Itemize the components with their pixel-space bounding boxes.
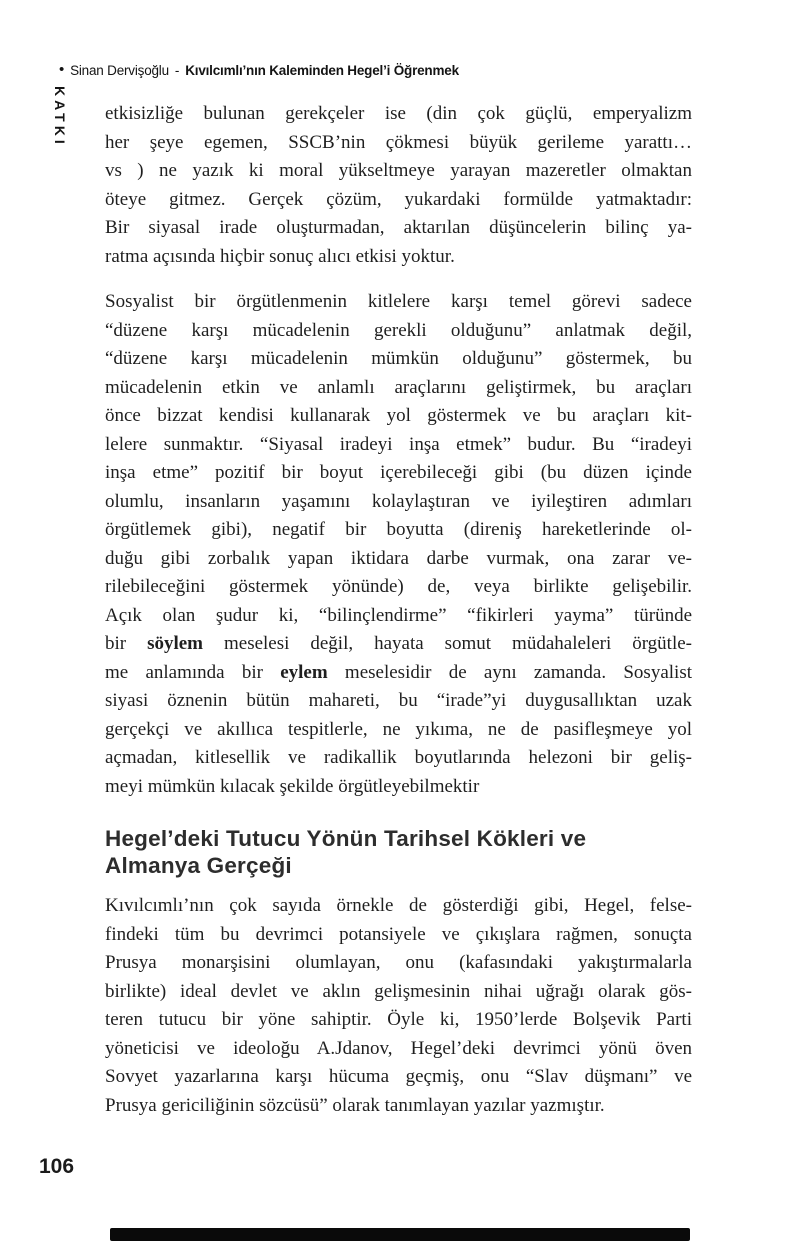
text-line: örgütlemek gibi), negatif bir boyutta (direniş hareketlerinde ol- xyxy=(105,519,692,540)
text-line: rilebileceğini göstermek yönünde) de, veya birlikte gelişebilir. xyxy=(105,576,692,597)
text-line: Prusya monarşisini olumlayan, onu (kafasındaki yakıştırmalarla xyxy=(105,952,692,973)
text-line: mücadelenin etkin ve anlamlı araçlarını geliştirmek, bu araçları xyxy=(105,376,692,398)
text-line: ratma açısında hiçbir sonuç alıcı etkisi yoktur. xyxy=(105,245,455,267)
text-line: etkisizliğe bulunan gerekçeler ise (din çok güçlü, emperyalizm xyxy=(105,103,692,124)
text-line: önce bizzat kendisi kullanarak yol göstermek ve bu araçları kit- xyxy=(105,405,692,426)
paragraph xyxy=(105,100,692,271)
text-line: siyasi öznenin bütün mahareti, bu “irade”yi duygusallıktan uzak xyxy=(105,690,692,711)
text-line: “düzene karşı mücadelenin gerekli olduğunu” anlatmak değil, xyxy=(105,319,692,341)
header-author: Sinan Dervişoğlu xyxy=(70,63,169,78)
running-header xyxy=(59,63,459,78)
text-line: açmadan, kitlesellik ve radikallik boyutlarında helezoni bir geliş- xyxy=(105,747,692,768)
text-line: Açık olan şudur ki, “bilinçlendirme” “fikirleri yayma” türünde xyxy=(105,604,692,626)
paragraph xyxy=(105,892,692,1120)
text-line: olumlu, insanların yaşamını kolaylaştıran ve iyileştiren adımları xyxy=(105,490,692,512)
text-line: duğu gibi zorbalık yapan iktidara darbe vurmak, ona zarar ve- xyxy=(105,547,692,569)
section-heading xyxy=(105,825,692,879)
text-line: teren tutucu bir yöne sahiptir. Öyle ki, 1950’lerde Bolşevik Parti xyxy=(105,1009,692,1030)
text-line: birlikte) ideal devlet ve aklın gelişmesinin nihai uğrağı olarak gös- xyxy=(105,980,692,1002)
text-line: meyi mümkün kılacak şekilde örgütleyebilmektir xyxy=(105,775,480,797)
bottom-bar xyxy=(110,1228,690,1241)
text-line: her şeye egemen, SSCB’nin çökmesi büyük gerileme yarattı… xyxy=(105,131,692,153)
heading-line: Almanya Gerçeği xyxy=(105,853,292,878)
emphasized-text: eylem xyxy=(280,661,328,683)
text-line: inşa etme” pozitif bir boyut içerebileceği gibi (bu düzen içinde xyxy=(105,462,692,483)
spine-label: KATKI xyxy=(52,86,68,148)
text-line: gerçekçi ve akıllıca tespitlerle, ne yıkıma, ne de pasifleşmeye yol xyxy=(105,718,692,740)
text-line: öteye gitmez. Gerçek çözüm, yukardaki formülde yatmaktadır: xyxy=(105,188,692,210)
paragraph xyxy=(105,288,692,801)
header-separator: - xyxy=(174,63,180,78)
text-line: “düzene karşı mücadelenin mümkün olduğunu” göstermek, bu xyxy=(105,348,692,369)
text-line: Prusya gericiliğinin sözcüsü” olarak tanımlayan yazılar yazmıştır. xyxy=(105,1094,605,1116)
emphasized-text: söylem xyxy=(147,633,204,654)
text-line: vs ) ne yazık ki moral yükseltmeye yarayan mazeretler olmaktan xyxy=(105,160,692,181)
text-line: Sosyalist bir örgütlenmenin kitlelere karşı temel görevi sadece xyxy=(105,291,692,312)
text-line: Sovyet yazarlarına karşı hücuma geçmiş, onu “Slav düşmanı” ve xyxy=(105,1066,692,1087)
text-line: yöneticisi ve ideoloğu A.Jdanov, Hegel’deki devrimci yönü öven xyxy=(105,1037,692,1059)
header-book-title: Kıvılcımlı’nın Kaleminden Hegel’i Öğrenmek xyxy=(185,63,459,78)
text-line: lelere sunmaktır. “Siyasal iradeyi inşa etmek” budur. Bu “iradeyi xyxy=(105,433,692,455)
heading-line: Hegel’deki Tutucu Yönün Tarihsel Kökleri ve xyxy=(105,826,587,851)
bullet-icon: • xyxy=(59,61,65,78)
text-line: me anlamında bir eylem meselesidir de aynı zamanda. Sosyalist xyxy=(105,661,692,683)
text-line: Bir siyasal irade oluşturmadan, aktarılan düşüncelerin bilinç ya- xyxy=(105,217,692,238)
body-content xyxy=(105,100,692,1137)
text-line: Kıvılcımlı’nın çok sayıda örnekle de gösterdiği gibi, Hegel, felse- xyxy=(105,895,692,916)
text-line: bir söylem meselesi değil, hayata somut müdahaleleri örgütle- xyxy=(105,633,692,654)
page-number: 106 xyxy=(39,1155,75,1178)
text-line: findeki tüm bu devrimci potansiyele ve çıkışlara rağmen, sonuçta xyxy=(105,923,692,945)
